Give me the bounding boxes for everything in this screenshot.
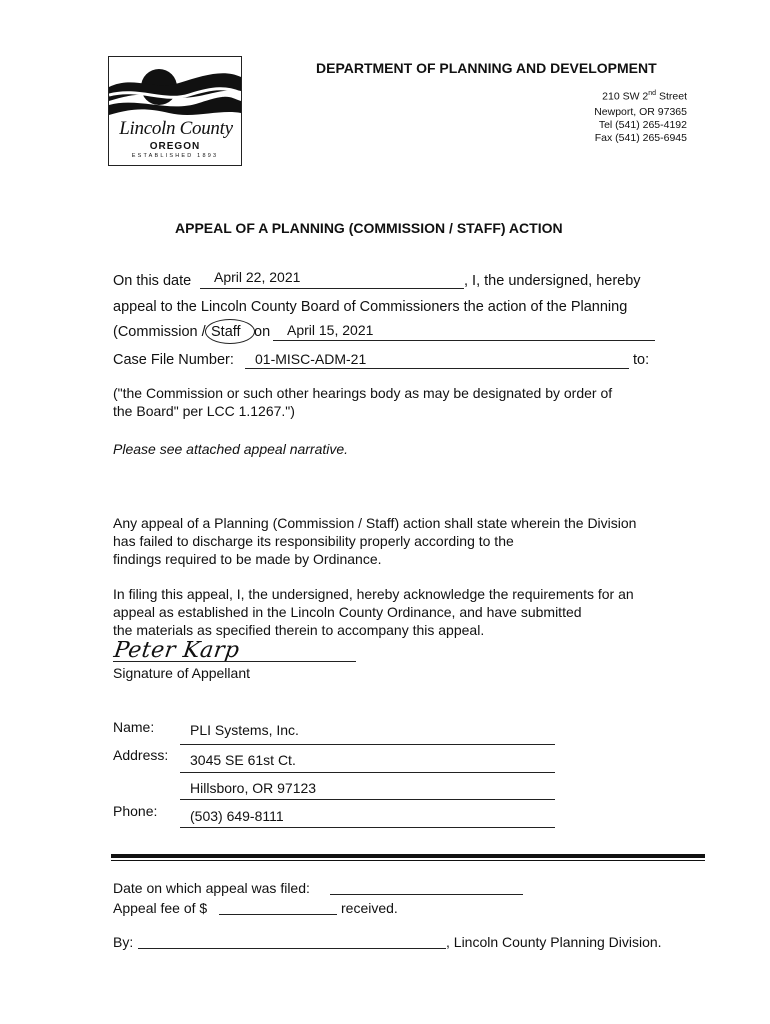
by-line — [138, 948, 446, 949]
address-line-2-rule — [180, 799, 555, 800]
requirements-para-1-line-3: findings required to be made by Ordinance. — [113, 551, 382, 567]
address-label: Address: — [113, 747, 169, 763]
phone-label: Phone: — [113, 803, 158, 819]
appellant-signature[interactable]: Peter Karp — [112, 638, 242, 663]
date-filed-field[interactable]: April 22, 2021 — [214, 269, 301, 285]
hearing-note-line-1: ("the Commission or such other hearings body as may be designated by order of — [113, 385, 613, 401]
commission-label: (Commission / — [113, 324, 206, 340]
address-city: Newport, OR 97365 — [594, 106, 687, 118]
date-suffix: , I, the undersigned, hereby — [464, 273, 641, 289]
case-file-label: Case File Number: — [113, 352, 234, 368]
signature-label: Signature of Appellant — [113, 665, 250, 681]
on-label: on — [254, 324, 271, 340]
name-field[interactable]: PLI Systems, Inc. — [190, 722, 299, 738]
form-title: APPEAL OF A PLANNING (COMMISSION / STAFF) ACTION — [175, 220, 563, 236]
address-line-1-field[interactable]: 3045 SE 61st Ct. — [190, 752, 296, 768]
date-appeal-filed-label: Date on which appeal was filed: — [113, 880, 310, 896]
by-label: By: — [113, 934, 134, 950]
date-appeal-filed-line — [330, 894, 523, 895]
address-street — [602, 90, 687, 103]
address-street-post: Street — [656, 90, 687, 103]
staff-selection-circle — [205, 319, 255, 344]
phone-field[interactable]: (503) 649-8111 — [190, 808, 284, 824]
requirements-para-2-line-2: appeal as established in the Lincoln County Ordinance, and have submitted — [113, 604, 582, 620]
requirements-para-1-line-1: Any appeal of a Planning (Commission / Staff) action shall state wherein the Division — [113, 515, 637, 531]
name-line — [180, 744, 555, 745]
phone-rule — [180, 827, 555, 828]
name-label: Name: — [113, 719, 155, 735]
hearing-note-line-2: the Board" per LCC 1.1267.") — [113, 403, 295, 419]
logo-name: Lincoln County — [119, 118, 233, 139]
case-file-line — [245, 368, 629, 369]
lincoln-county-logo — [108, 56, 242, 166]
sunset-waves-icon — [109, 57, 241, 119]
appeal-fee-line — [219, 914, 337, 915]
by-suffix: , Lincoln County Planning Division. — [446, 934, 662, 950]
address-line-1-rule — [180, 772, 555, 773]
narrative-note: Please see attached appeal narrative. — [113, 441, 349, 457]
appeal-line-2: appeal to the Lincoln County Board of Commissioners the action of the Planning — [113, 299, 628, 315]
logo-state: OREGON — [149, 141, 201, 152]
staff-option: Staff — [211, 324, 241, 340]
date-filed-line — [200, 288, 464, 289]
address-line-2-field[interactable]: Hillsboro, OR 97123 — [190, 780, 317, 796]
date-label: On this date — [113, 273, 192, 289]
action-date-line — [273, 340, 655, 341]
address-street-sup: nd — [648, 90, 657, 97]
requirements-para-1-line-2: has failed to discharge its responsibility properly according to the — [113, 533, 514, 549]
department-title: DEPARTMENT OF PLANNING AND DEVELOPMENT — [316, 60, 657, 76]
address-fax: Fax (541) 265-6945 — [594, 132, 687, 144]
section-divider-thin — [111, 860, 705, 861]
logo-established: ESTABLISHED 1893 — [131, 153, 219, 159]
case-file-field[interactable]: 01-MISC-ADM-21 — [255, 351, 367, 367]
signature-line — [113, 661, 356, 662]
address-street-pre: 210 SW 2 — [602, 90, 649, 103]
section-divider-thick — [111, 854, 705, 858]
appeal-fee-suffix: received. — [341, 900, 398, 916]
address-tel: Tel (541) 265-4192 — [598, 119, 687, 131]
requirements-para-2-line-1: In filing this appeal, I, the undersigned, hereby acknowledge the requirements for an — [113, 586, 634, 602]
action-date-field[interactable]: April 15, 2021 — [287, 322, 374, 338]
appeal-fee-label: Appeal fee of $ — [113, 900, 208, 916]
requirements-para-2-line-3: the materials as specified therein to accompany this appeal. — [113, 622, 485, 638]
case-file-suffix: to: — [633, 352, 650, 368]
